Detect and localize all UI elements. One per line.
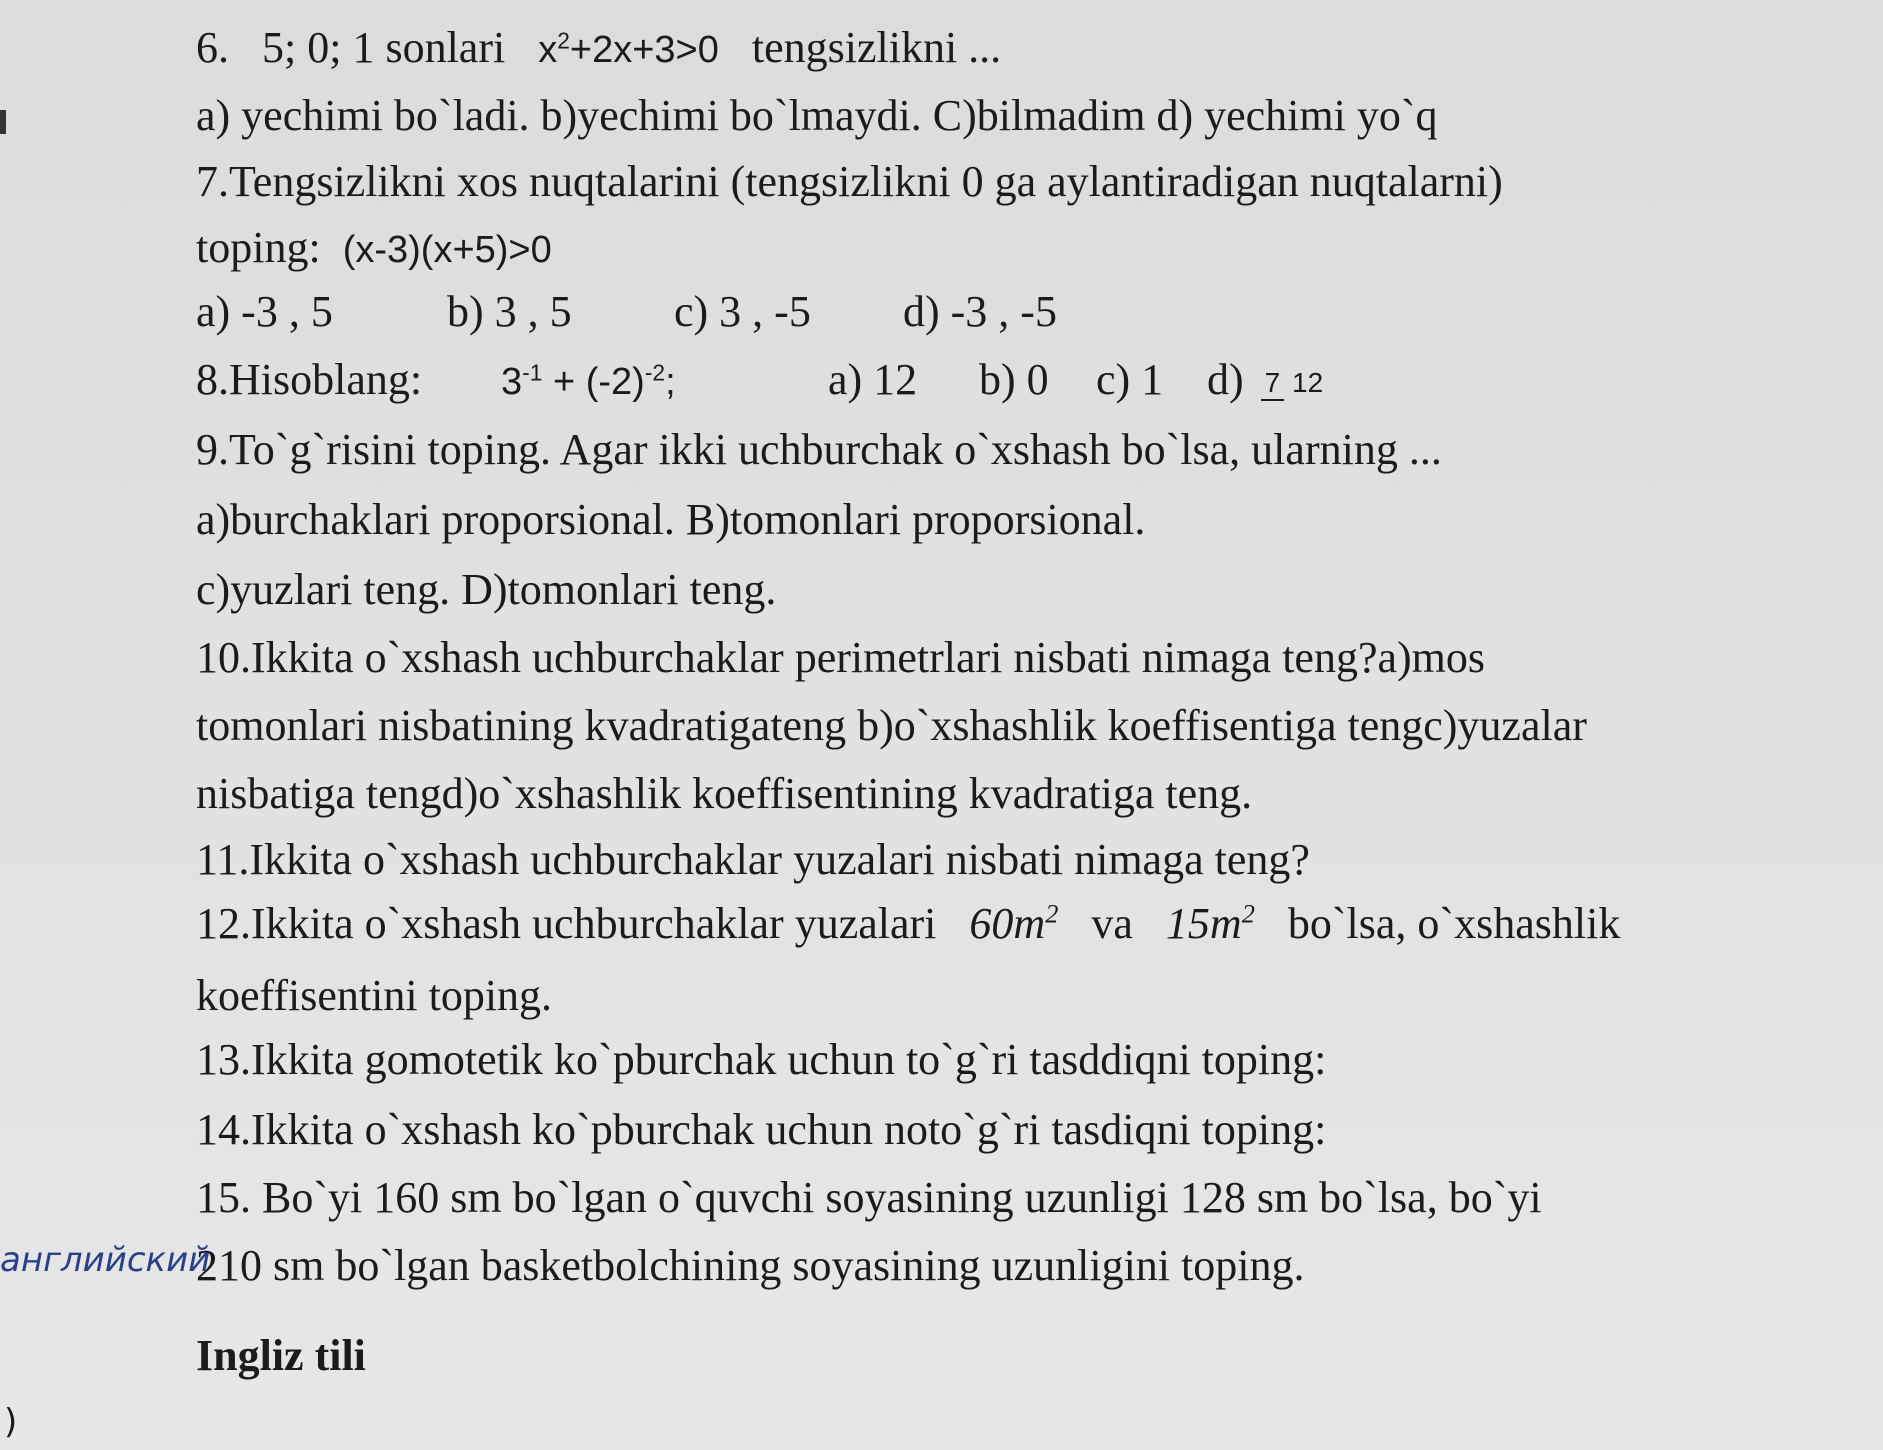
question-7: 7.Tengsizlikni xos nuqtalarini (tengsizlikni 0 ga aylantiradigan nuqtalarni) [196,157,1503,206]
question-15-line2: 210 sm bo`lgan basketbolchining soyasining uzunligini toping. [196,1241,1305,1290]
fraction [1261,367,1324,401]
area-value-2: $15m^2$ [1165,898,1255,948]
question-7-line2 [196,222,552,276]
question-text-tail: bo`lsa, o`xshashlik [1287,899,1621,948]
option-d: d) -3 , -5 [903,287,1057,336]
conjunction: va [1091,899,1133,948]
question-10-line2: tomonlari nisbatining kvadratigateng b)o`xshashlik koeffisentiga tengc)yuzalar [196,701,1587,750]
question-8 [196,354,1323,408]
option-a: a) -3 , 5 [196,287,333,336]
fraction-numerator: 7 [1261,367,1285,401]
question-text: 5; 0; 1 sonlari [262,23,506,72]
option-b: b) 3 , 5 [447,287,572,336]
question-text-tail: tengsizlikni ... [751,23,1002,72]
question-11: 11.Ikkita o`xshash uchburchaklar yuzalari nisbati nimaga teng? [196,835,1310,884]
option-c: c) 3 , -5 [674,287,811,336]
question-6-options: a) yechimi bo`ladi. b)yechimi bo`lmaydi. C)bilmadim d) yechimi yo`q [196,91,1438,140]
question-13: 13.Ikkita gomotetik ko`pburchak uchun to`g`ri tasddiqni toping: [196,1035,1327,1084]
option-b: b) 0 [979,355,1049,404]
section-heading: Ingliz tili [196,1331,366,1380]
margin-mark [0,110,6,134]
inequality-math: $x^2+2x+3>0$ [538,27,719,71]
option-a: a) 12 [828,355,918,404]
handwritten-note: английский [0,1240,211,1280]
margin-bracket: ) [4,1402,18,1442]
question-9-options-cd: c)yuzlari teng. D)tomonlari teng. [196,565,777,614]
question-15: 15. Bo`yi 160 sm bo`lgan o`quvchi soyasining uzunligi 128 sm bo`lsa, bo`yi [196,1173,1542,1222]
option-c: c) 1 [1096,355,1164,404]
inequality-math: (x-3)(x+5)>0 [342,229,552,271]
question-10-line3: nisbatiga tengd)o`xshashlik koeffisentining kvadratiga teng. [196,769,1253,818]
question-9: 9.To`g`risini toping. Agar ikki uchburchak o`xshash bo`lsa, ularning ... [196,425,1442,474]
question-12-line2: koeffisentini toping. [196,971,553,1020]
question-text: 8.Hisoblang: [196,355,423,404]
question-text: toping: [196,223,321,272]
expression-math: $3^{-1} + (-2)^{-2}$; [501,359,676,403]
fraction-denominator: 12 [1292,366,1324,398]
question-7-options [196,286,1057,338]
question-text: 12.Ikkita o`xshash uchburchaklar yuzalari [196,899,937,948]
question-10: 10.Ikkita o`xshash uchburchaklar perimetrlari nisbati nimaga teng?a)mos [196,633,1486,682]
question-9-options-ab: a)burchaklari proporsional. B)tomonlari proporsional. [196,495,1146,544]
area-value-1: $60m^2$ [969,898,1059,948]
option-d: d) [1207,355,1244,404]
question-number: 6. [196,23,229,72]
question-12 [196,898,1620,950]
question-14: 14.Ikkita o`xshash ko`pburchak uchun noto`g`ri tasdiqni toping: [196,1105,1327,1154]
question-6 [196,22,1001,76]
